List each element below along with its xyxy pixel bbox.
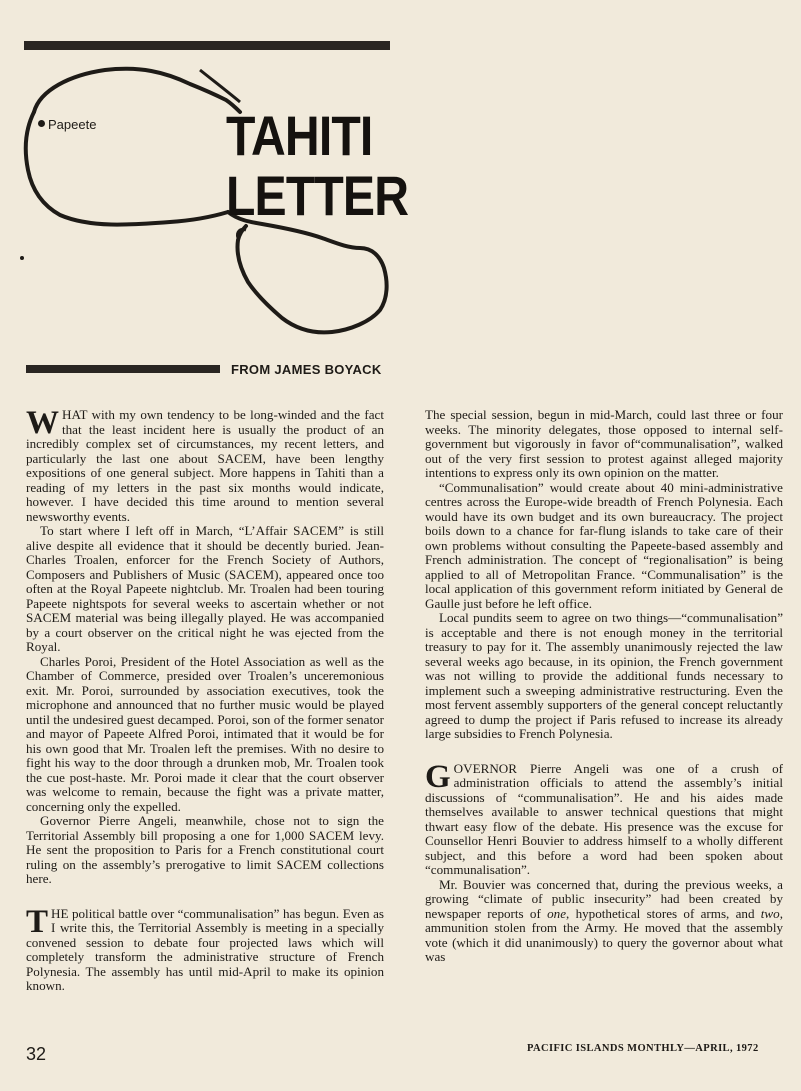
paragraph-text: HAT with my own tendency to be long-winded and the fact that the least incident here is usually the product of an incredibly complex set of circumstances, my recent letters, and particularly the last one about SACEM, have been lengthy expositions of one general subject. More happens in Tahiti than a reading of my letters in the past six months would indicate, however. I have decided this time around to mention several newsworthy events. bbox=[26, 407, 384, 524]
paragraph-text: , hypothetical stores of arms, and bbox=[566, 905, 761, 921]
emphasis: one bbox=[547, 905, 567, 921]
drop-cap: T bbox=[26, 903, 49, 940]
paragraph: Charles Poroi, President of the Hotel Association as well as the Chamber of Commerce, presided over Troalen’s unceremonious exit. Mr. Poroi, surrounded by association executives, took the microphone and announced that no further music would be played until the undesired guest decamped. Poroi, son of the former senator and mayor of Papeete Alfred Poroi, intimated that it would be for his own good that Mr. Troalen left the premises. With no desire to fight his way to the door through a drunken mob, Mr. Troalen took the cue post-haste. Mr. Poroi made it clear that the court observer was welcome to remain, because the fight was a private matter, concerning only the expelled. bbox=[26, 653, 384, 814]
paragraph: “Communalisation” would create about 40 mini-administrative centres across the Europe-wide breadth of French Polynesia. Each would have its own budget and its own bureaucracy. The project boils down to a chance for far-flung islands to take care of their own problems without consulting the Papeete-based assembly and French administration. The concept of “regionalisation” is being applied to all of Metropolitan France. “Communalisation” is the local application of this government reform initiated by General de Gaulle just before he left office. bbox=[425, 479, 783, 611]
left-column bbox=[26, 405, 384, 994]
byline: FROM JAMES BOYACK bbox=[231, 362, 382, 377]
title-line-2: LETTER bbox=[226, 164, 409, 227]
paragraph bbox=[26, 405, 384, 524]
paragraph bbox=[425, 758, 783, 878]
byline-rule bbox=[26, 365, 220, 373]
title-line-1: TAHITI bbox=[226, 104, 373, 167]
paragraph-text: HE political battle over “communalisation” has begun. Even as I write this, the Territorial Assembly is meeting in a specially convened session to debate four projected laws which will completely transform the administrative structure of French Polynesia. The assembly has until mid-April to make its opinion known. bbox=[26, 905, 384, 993]
papeete-marker-icon bbox=[38, 120, 45, 127]
page-number: 32 bbox=[26, 1044, 47, 1064]
paragraph-text: , ammunition stolen from the Army. He moved that the assembly vote (which it did unanimously) to query the governor about what was bbox=[425, 905, 783, 964]
paragraph: Governor Pierre Angeli, meanwhile, chose not to sign the Territorial Assembly bill proposing a one for 1,000 SACEM levy. He sent the proposition to Paris for a French constitutional court ruling on the assembly’s prerogative to limit SACEM collections here. bbox=[26, 813, 384, 886]
paragraph: Local pundits seem to agree on two things—“communalisation” is acceptable and there is not enough money in the territorial treasury to pay for it. The assembly unanimously rejected the law several weeks ago because, in its opinion, the French government was not willing to provide the additional funds necessary to implement such a sweeping administrative restructuring. Even the most fervent assembly supporters of the general concept reluctantly agreed to dump the project if Paris refused to increase its already large subsidies to French Polynesia. bbox=[425, 610, 783, 741]
paragraph: The special session, begun in mid-March, could last three or four weeks. The minority delegates, those opposed to internal self-government but vigorously in favor of“communalisation”, walked out of the very first session to protest against alleged majority intentions to express only its own opinion on the matter. bbox=[425, 407, 783, 480]
paragraph: To start where I left off in March, “L’Affair SACEM” is still alive despite all evidence that it should be decently buried. Jean-Charles Troalen, enforcer for the French Society of Authors, Composers and Publishers of Music (SACEM), appeared once too often at the Royal Papeete nightclub. Mr. Troalen had been touring Papeete nightspots for several weeks to ascertain whether or not SACEM material was being illegally played. He was accompanied by a court observer on the critical night he was ejected from the Royal. bbox=[26, 523, 384, 654]
publication-footer: PACIFIC ISLANDS MONTHLY—APRIL, 1972 bbox=[527, 1043, 759, 1054]
paragraph bbox=[425, 878, 783, 965]
paragraph-text: OVERNOR Pierre Angeli was one of a crush of administration officials to attend the assembly’s initial discussions of “communalisation”. He and his aides made themselves available to answer technical questions that might thwart easy flow of the debate. His presence was the excuse for Counsellor Henri Bouvier to address himself to a wholly different subject, and this before a word had been spoken about “communalisation”. bbox=[425, 760, 783, 877]
drop-cap: G bbox=[425, 758, 451, 795]
right-column bbox=[425, 408, 783, 965]
paragraph bbox=[26, 903, 384, 994]
page-title bbox=[226, 106, 408, 226]
drop-cap: W bbox=[26, 405, 59, 441]
emphasis: two bbox=[760, 905, 780, 921]
paragraph-text: Mr. Bouvier was concerned that, during the previous weeks, a growing “climate of public insecurity” had been created by newspaper reports of bbox=[425, 876, 783, 921]
place-label: Papeete bbox=[48, 117, 97, 132]
